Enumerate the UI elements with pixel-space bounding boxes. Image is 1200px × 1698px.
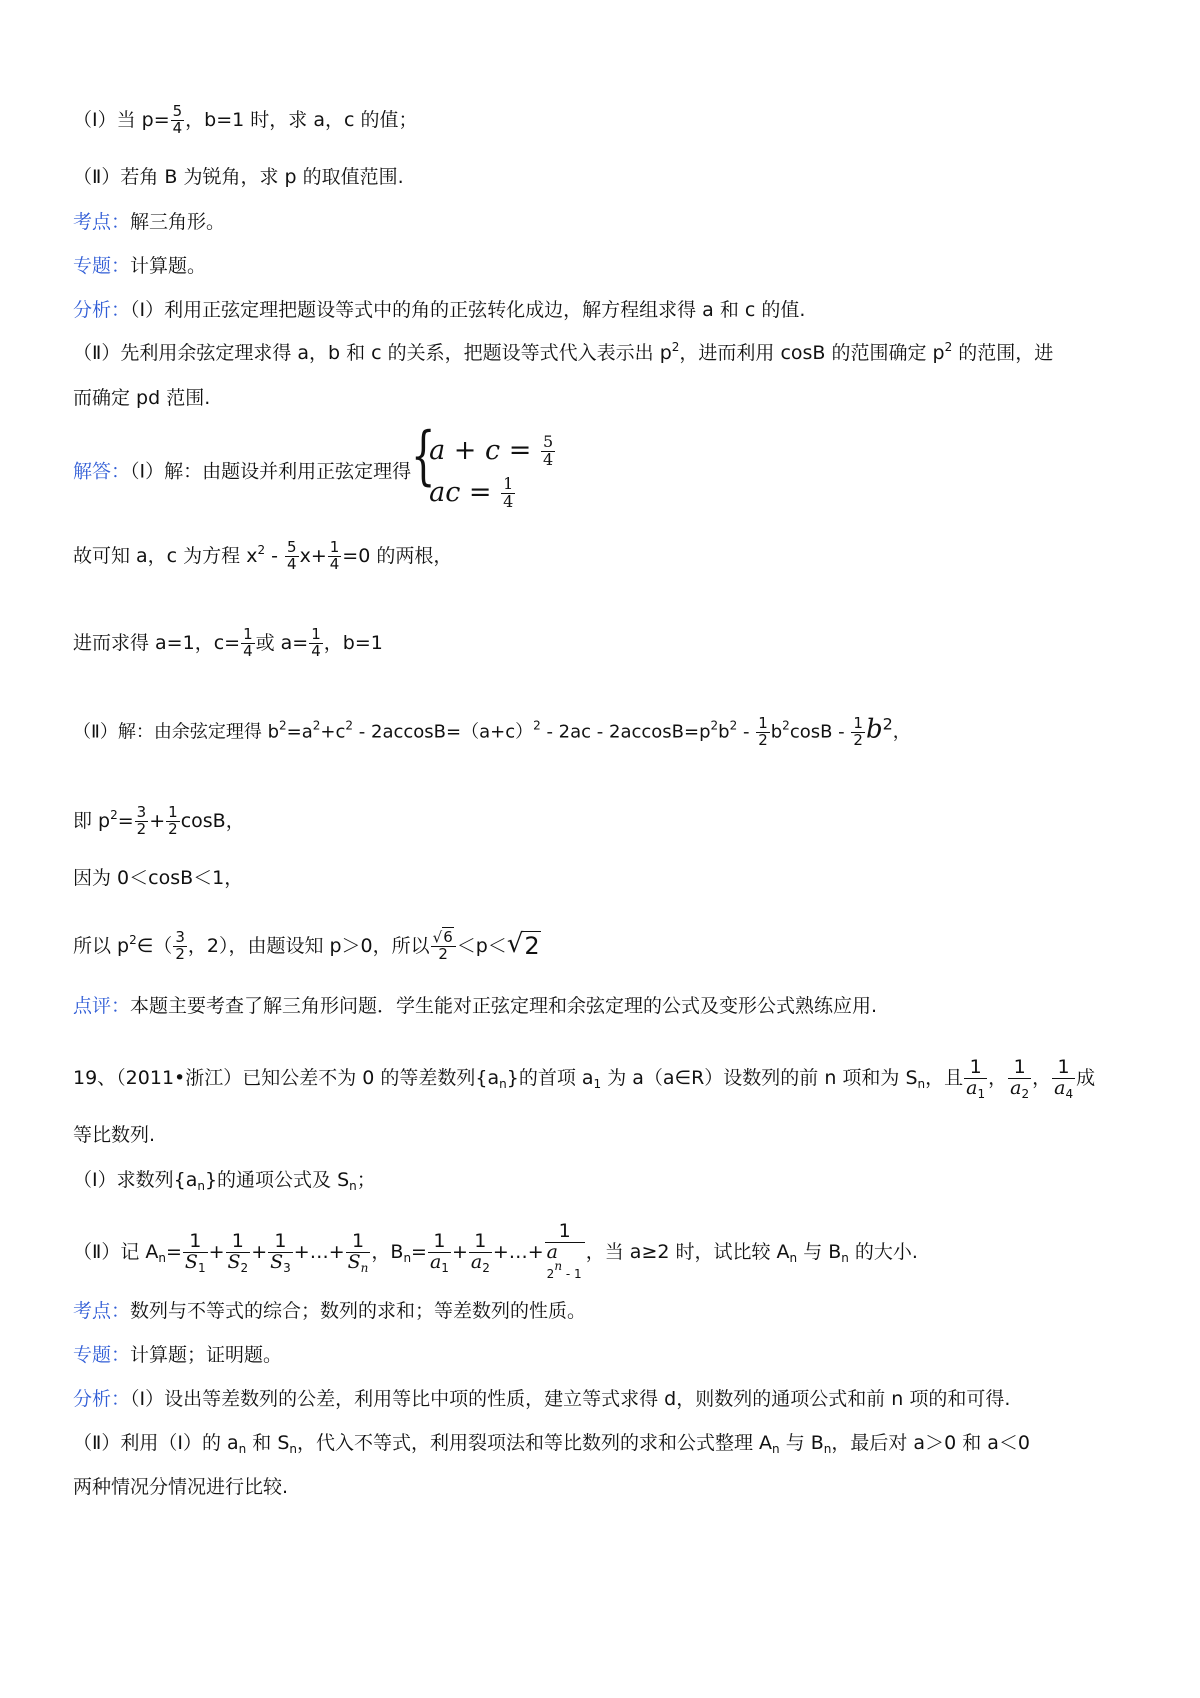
q19-fenxi-1: 分析：（Ⅰ）设出等差数列的公差，利用等比中项的性质，建立等式求得 d，则数列的通项公式和前 n 项的和可得. [73, 1388, 1011, 1410]
q18-fenxi-3: 而确定 pd 范围. [73, 387, 211, 409]
equation-system: { a + c = $\frac{5}{4}$ ac = $\frac{1}{4}$ [411, 419, 554, 511]
q19-stem-2: 等比数列. [73, 1124, 156, 1146]
q19-part2: （Ⅱ）记 $A_n=$ $\frac{1}{S_1}$ + $\frac{1}{S_2}$ + $\frac{1}{S_3}$ +…+ $\frac{1}{S_n}$ ，$B_n=$ $\frac{1}{a_1}$ + $\frac{1}{a_2}$ +…+ 1 a 2$^n$ - 1 ，当 a≥2 时，试比较 $A_n$ 与 $B_n$ 的大小. [73, 1220, 918, 1281]
q19-zhuanti: 专题：计算题；证明题。 [73, 1344, 283, 1366]
q18-zhuanti: 专题：计算题。 [73, 255, 207, 277]
q18-kaodian: 考点：解三角形。 [73, 211, 226, 233]
q18-jieda: 解答：（Ⅰ）解：由题设并利用正弦定理得 { a + c = $\frac{5}{4}$ ac = $\frac{1}{4}$ [73, 430, 556, 514]
q19-kaodian: 考点：数列与不等式的综合；数列的求和；等差数列的性质。 [73, 1300, 587, 1322]
q19-part1: （Ⅰ）求数列$\{a_n\}$的通项公式及 $S_n$； [73, 1169, 376, 1193]
q18-cos-range: 因为 0＜cosB＜1， [73, 867, 244, 889]
q19-fenxi-3: 两种情况分情况进行比较. [73, 1476, 289, 1498]
q18-part2: （Ⅱ）若角 B 为锐角，求 p 的取值范围. [73, 166, 404, 188]
q18-p-squared: 即 $p^2=$ $\frac{3}{2}$ + $\frac{1}{2}$ cosB， [73, 803, 245, 838]
q18-fenxi-1: 分析：（Ⅰ）利用正弦定理把题设等式中的角的正弦转化成边，解方程组求得 a 和 c 的值. [73, 299, 806, 321]
q19-fenxi-2: （Ⅱ）利用（Ⅰ）的 $a_n$ 和 $S_n$，代入不等式，利用裂项法和等比数列的求和公式整理 $A_n$ 与 $B_n$，最后对 a＞0 和 a＜0 [73, 1432, 1030, 1456]
q18-solve: 进而求得 a=1，c= $\frac{1}{4}$ 或 a= $\frac{1}{4}$ ，b=1 [73, 625, 383, 660]
q18-part2-solution: （Ⅱ）解：由余弦定理得 $b^2=a^2+c^2 - 2accosB=(a+c)^2 - 2ac - 2accosB=p^2b^2$ - $\frac{1}{2}$ $b^2\cos B$ - $\frac{1}{2}$ $b^2$， [73, 714, 911, 749]
q18-roots: 故可知 a，c 为方程 $x^2$ - $\frac{5}{4}$ x+ $\frac{1}{4}$ =0 的两根， [73, 538, 453, 573]
q18-fenxi-2: （Ⅱ）先利用余弦定理求得 a，b 和 c 的关系，把题设等式代入表示出 $p^2$，进而利用 cosB 的范围确定 $p^2$ 的范围，进 [73, 340, 1054, 364]
q18-p-range: 所以 $p^2\in$（ $\frac{3}{2}$ ，2），由题设知 p＞0，所以 $\frac{√6}{2}$ ＜p＜√2 [73, 928, 540, 964]
q19-stem: 19、（2011•浙江）已知公差不为 0 的等差数列$\{a_n\}$的首项 $a_1$ 为 a（a∈R）设数列的前 n 项和为 $S_n$，且 $\frac{1}{a_1}$ ， $\frac{1}{a_2}$ ， $\frac{1}{a_4}$ 成 [73, 1056, 1096, 1101]
q18-dianping: 点评：本题主要考查了解三角形问题．学生能对正弦定理和余弦定理的公式及变形公式熟练应用. [73, 995, 878, 1017]
q18-part1: （Ⅰ）当 p= $\frac{5}{4}$ ，b=1 时，求 a，c 的值； [73, 102, 418, 137]
fraction: $\frac{5}{4}$ [172, 102, 183, 137]
